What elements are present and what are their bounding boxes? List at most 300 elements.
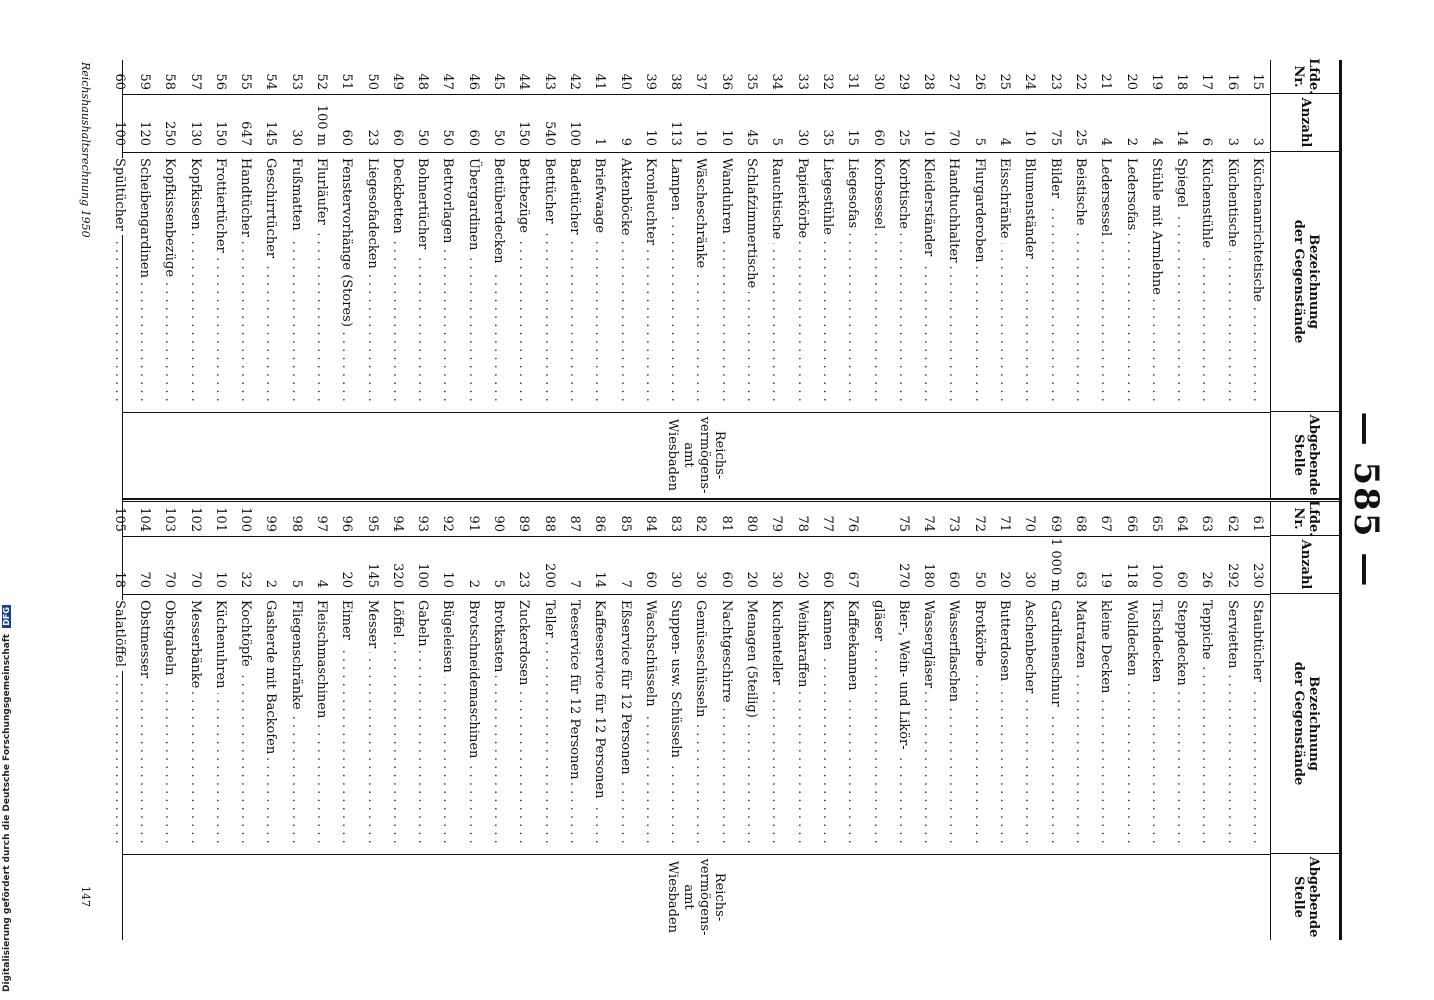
row-number: 69 [1047,515,1063,532]
row-item-name: Lampen [668,158,683,215]
row-number: 53 [288,73,304,90]
row-item-name: Servietten [1225,600,1240,673]
row-number: 42 [566,73,582,90]
row-item-name-cell [157,600,182,848]
row-number: 68 [1072,515,1088,532]
row-item-name: Suppen- usw. Schüsseln [668,600,683,762]
row-item-name-cell [1245,600,1270,848]
row-item-name-cell [966,158,991,406]
row-quantity: 1 [592,137,608,146]
row-quantity: 45 [744,129,760,146]
row-item-name-cell [789,600,814,848]
row-item-name-cell [385,158,410,406]
row-number: 48 [415,73,431,90]
row-item-name: Wanduhren [719,158,734,238]
row-item-name-cell [663,158,688,406]
row-number: 46 [465,73,481,90]
table-left-half [111,58,1342,498]
row-item-name-cell [562,600,587,848]
row-quantity: 100 [1148,563,1164,588]
row-item-name: Fenstervorhänge (Stores) [339,158,354,331]
row-number: 56 [212,73,228,90]
row-quantity: 4 [1098,137,1114,146]
row-item-name: Stühle mit Armlehne [1149,158,1164,299]
row-quantity: 100 [566,121,582,146]
row-number: 37 [693,73,709,90]
row-item-name: Waschschüsseln [643,600,658,711]
row-quantity: 10 [212,571,228,588]
row-number: 97 [314,515,330,532]
row-number: 92 [440,515,456,532]
row-quantity: 50 [415,129,431,146]
row-item-name: Teppiche [1199,600,1214,664]
row-item-name: Wassergläser [921,600,936,692]
row-item-name-cell [966,600,991,848]
row-quantity: 19 [1098,571,1114,588]
header-nr: Lfde. Nr. [1271,502,1339,536]
row-item-name-cell [461,158,486,406]
row-item-name: Obstgabeln [162,600,177,680]
row-item-name: Kuchenteller [769,600,784,689]
row-quantity: 3 [1224,137,1240,146]
row-item-name: Eßservice für 12 Personen [618,600,633,779]
row-quantity: 60 [642,571,658,588]
row-item-name: Scheibengardinen [137,158,152,282]
row-number: 70 [1022,515,1038,532]
row-number: 105 [111,507,127,532]
row-number: 16 [1224,73,1240,90]
row-item-name-cell [233,158,258,406]
row-item-name: Blumenständer [1022,158,1037,263]
row-number: 25 [997,73,1013,90]
row-item-name-cell [1093,158,1118,406]
row-item-name-cell [941,600,966,848]
row-number: 43 [541,73,557,90]
row-item-name-cell [1245,158,1270,406]
row-quantity: 30 [1022,571,1038,588]
row-number: 44 [516,73,532,90]
row-item-name-cell [106,158,131,406]
row-quantity: 14 [1174,129,1190,146]
row-number: 26 [971,73,987,90]
row-item-name-cell [612,158,637,406]
row-item-name: Teller [542,600,557,642]
row-item-name-cell [1169,158,1194,406]
row-item-name-cell [992,600,1017,848]
header-bezeichnung: Bezeichnung der Gegenstände [1271,594,1339,854]
row-item-name-cell [511,158,536,406]
row-item-name: Aktenböcke [618,158,633,240]
row-quantity: 60 [1174,571,1190,588]
row-item-name: Küchentische [1225,158,1240,251]
row-item-name: Spültücher [112,158,127,235]
row-quantity: 145 [364,563,380,588]
row-number: 39 [642,73,658,90]
row-quantity: 70 [946,129,962,146]
row-quantity: 5 [769,137,785,146]
row-item-name-cell [132,158,157,406]
row-number: 54 [263,73,279,90]
row-quantity: 100 m [314,104,330,146]
row-item-name: Liegesofas [845,158,860,232]
row-item-name-cell [638,158,663,406]
row-item-name: Kopfkissen [188,158,203,234]
row-number: 28 [921,73,937,90]
row-item-name-cell [916,158,941,406]
row-item-name-cell [1042,600,1067,848]
stelle-text-right: Reichs- vermögens- amt Wiesbaden [665,858,728,936]
header-bezeichnung: Bezeichnung der Gegenstände [1271,152,1339,412]
row-item-name-cell [157,158,182,406]
row-item-name-cell [182,158,207,406]
row-quantity: 60 [946,571,962,588]
row-item-name: Briefwaage [592,158,607,237]
row-item-name: Weinkaraffen [795,600,810,691]
sidenote-text: Digitalisierung gefördert durch die Deutsche Forschungsgemeinschaft [2,633,12,992]
row-quantity: 145 [263,121,279,146]
row-quantity: 10 [1022,129,1038,146]
row-number: 61 [1250,515,1265,532]
row-item-name: Salatlöffel [112,600,127,671]
row-item-name: Wasserflaschen [946,600,961,706]
row-item-name: Menagen (5teilig) [744,600,759,722]
row-number: 50 [364,73,380,90]
row-number: 21 [1098,73,1114,90]
row-item-name: Gemüseschüsseln [693,600,708,721]
row-item-name: Zuckerdosen [516,600,531,689]
row-number: 45 [491,73,507,90]
row-number: 88 [541,515,557,532]
row-number: 64 [1174,515,1190,532]
row-number: 47 [440,73,456,90]
row-quantity: 23 [516,571,532,588]
row-item-name: Wolldecken [1124,600,1139,680]
row-quantity: 230 [1250,563,1265,588]
row-item-name: Fleischmaschinen [314,600,329,722]
row-number: 100 [238,507,254,532]
row-item-name-cell [536,158,561,406]
row-quantity: 20 [997,571,1013,588]
row-quantity: 270 [895,563,911,588]
table-header-right [1270,502,1339,940]
row-item-name-cell [688,600,713,848]
row-quantity: 2 [465,579,481,588]
row-quantity: 30 [794,129,810,146]
row-item-name-cell [840,158,865,406]
row-item-name-cell [587,600,612,848]
row-item-name-cell [334,600,359,848]
row-number: 96 [339,515,355,532]
row-item-name: Kopfkissenbezüge [162,158,177,281]
row-item-name: Badetücher [567,158,582,238]
row-quantity: 35 [819,129,835,146]
row-item-name: Matratzen [1073,600,1088,672]
inventory-table [111,58,1342,940]
row-item-name-cell [739,158,764,406]
row-item-name: Eisschränke [997,158,1012,243]
row-number: 52 [314,73,330,90]
row-number: 49 [389,73,405,90]
row-item-name-cell [486,158,511,406]
row-quantity: 7 [617,579,633,588]
row-item-name: gläser [871,600,886,645]
row-number: 66 [1123,515,1139,532]
row-item-name-cell [334,158,359,406]
row-quantity: 70 [162,571,178,588]
header-stelle: Abgebende Stelle [1291,856,1321,938]
row-item-name-cell [309,158,334,406]
row-item-name: Bügeleisen [441,600,456,677]
row-quantity: 60 [870,129,886,146]
row-quantity: 32 [238,571,254,588]
row-number: 33 [794,73,810,90]
row-number: 59 [136,73,152,90]
row-item-name-cell [1194,158,1219,406]
row-quantity: 67 [845,571,861,588]
row-quantity: 14 [592,571,608,588]
row-item-name-cell [309,600,334,848]
row-item-name: Gabeln [415,600,430,651]
row-number: 36 [718,73,734,90]
header-stelle: Abgebende Stelle [1291,414,1321,496]
row-quantity: 18 [111,571,127,588]
row-quantity: 1 000 m [1047,538,1063,592]
row-item-name-cell [789,158,814,406]
table-right-half [111,500,1342,940]
row-item-name-cell [840,600,865,848]
row-item-name-cell [536,600,561,848]
row-item-name-cell [638,600,663,848]
row-quantity: 30 [288,129,304,146]
row-item-name: Gasherde mit Backofen [263,600,278,758]
row-number: 86 [592,515,608,532]
row-item-name-cell [435,600,460,848]
row-item-name-cell [739,600,764,848]
header-nr: Lfde. Nr. [1271,60,1339,94]
row-quantity: 60 [819,571,835,588]
row-quantity: 6 [1199,137,1215,146]
row-item-name: Liegestühle [820,158,835,239]
row-number: 40 [617,73,633,90]
row-quantity: 60 [389,129,405,146]
row-item-name: Messer [365,600,380,652]
row-item-name-cell [941,158,966,406]
row-number: 76 [845,515,861,532]
row-item-name-cell [1017,158,1042,406]
row-item-name-cell [815,158,840,406]
row-number: 34 [769,73,785,90]
row-item-name-cell [1017,600,1042,848]
row-item-name-cell [1118,600,1143,848]
row-item-name: Bohnertücher [415,158,430,253]
page-number: — 585 — [1346,411,1386,589]
row-item-name-cell [359,158,384,406]
row-item-name: Bettbezüge [516,158,531,237]
footer-publication: Reichshaushaltsrechnung 1950 [79,62,92,238]
row-number: 57 [187,73,203,90]
row-number: 24 [1022,73,1038,90]
row-quantity: 26 [1199,571,1215,588]
row-item-name-cell [992,158,1017,406]
row-number: 51 [339,73,355,90]
row-item-name-cell [865,158,890,406]
row-item-name-cell [815,600,840,848]
row-item-name-cell [587,158,612,406]
row-item-name: Eimer [339,600,354,644]
row-item-name: Obstmesser [137,600,152,682]
row-number: 23 [1047,73,1063,90]
row-item-name: Küchenuhren [213,600,228,693]
row-quantity: 7 [566,579,582,588]
row-item-name: Kochtöpfe [238,600,253,671]
row-item-name-cell [1144,158,1169,406]
row-quantity: 9 [617,137,633,146]
row-item-name-cell [435,158,460,406]
row-quantity: 25 [1072,129,1088,146]
row-number: 74 [921,515,937,532]
row-item-name-cell [764,600,789,848]
row-item-name: Handtücher [238,158,253,241]
row-quantity: 4 [1148,137,1164,146]
row-quantity: 120 [136,121,152,146]
row-item-name-cell [1093,600,1118,848]
row-number: 29 [895,73,911,90]
row-item-name-cell [865,600,890,848]
row-number: 75 [895,515,911,532]
row-number: 30 [870,73,886,90]
row-item-name: Korbsessel [871,158,886,233]
stelle-cell-right [122,854,1270,940]
row-number: 99 [263,515,279,532]
row-number: 72 [971,515,987,532]
row-number: 65 [1148,515,1164,532]
row-quantity: 200 [541,563,557,588]
row-item-name: Spiegel [1174,158,1189,211]
row-number: 83 [668,515,684,532]
row-quantity: 118 [1123,563,1139,588]
row-quantity: 10 [921,129,937,146]
row-quantity: 100 [111,121,127,146]
row-number: 73 [946,515,962,532]
row-quantity: 70 [136,571,152,588]
row-quantity: 250 [162,121,178,146]
row-number: 18 [1174,73,1190,90]
row-item-name-cell [1118,158,1143,406]
row-item-name: Tischdecken [1149,600,1164,686]
row-item-name: Flurgarderoben [972,158,987,267]
row-quantity: 15 [845,129,861,146]
row-quantity: 130 [187,121,203,146]
row-number: 78 [794,515,810,532]
row-item-name-cell [916,600,941,848]
row-item-name: Bier-, Wein- und Likör- [896,600,911,754]
row-item-name: Kleiderständer [921,158,936,260]
row-item-name-cell [1194,600,1219,848]
row-quantity: 20 [339,571,355,588]
row-quantity: 5 [491,579,507,588]
row-item-name: Flurläufer [314,158,329,229]
row-number: 102 [187,507,203,532]
row-item-name: Frottiertücher [213,158,228,257]
dfg-sidenote [2,605,12,992]
row-item-name-cell [891,158,916,406]
row-item-name-cell [132,600,157,848]
row-number: 60 [111,73,127,90]
row-item-name: Handtuchhalter [946,158,961,266]
row-item-name-cell [385,600,410,848]
row-number: 41 [592,73,608,90]
row-number: 22 [1072,73,1088,90]
row-item-name-cell [1042,158,1067,406]
row-quantity: 60 [718,571,734,588]
row-item-name: Brotschneidemaschinen [466,600,481,762]
row-item-name-cell [1068,158,1093,406]
row-item-name: Teeservice für 12 Personen [567,600,582,783]
row-quantity: 320 [389,563,405,588]
row-quantity: 4 [314,579,330,588]
row-item-name-cell [612,600,637,848]
row-number: 31 [845,73,861,90]
row-quantity: 150 [516,121,532,146]
row-item-name: Löffel [390,600,405,642]
row-number: 67 [1098,515,1114,532]
row-number: 17 [1199,73,1215,90]
row-quantity: 63 [1072,571,1088,588]
row-number: 91 [465,515,481,532]
row-item-name-cell [258,600,283,848]
row-number: 15 [1250,73,1265,90]
row-number: 101 [212,507,228,532]
row-item-name-cell [663,600,688,848]
row-item-name: Kannen [820,600,835,654]
row-number: 20 [1123,73,1139,90]
row-quantity: 25 [895,129,911,146]
row-item-name: Messerbänke [188,600,203,692]
row-item-name: Bettvorlagen [441,158,456,247]
row-number: 19 [1148,73,1164,90]
row-item-name-cell [764,158,789,406]
row-item-name: Gardinenschnur [1048,600,1063,711]
row-item-name: Korbtische [896,158,911,233]
row-item-name: Bettücher [542,158,557,228]
row-item-name-cell [233,600,258,848]
row-quantity: 70 [187,571,203,588]
row-item-name-cell [283,158,308,406]
footer-page-ref: 147 [79,886,92,907]
row-number: 35 [744,73,760,90]
row-number: 104 [136,507,152,532]
row-item-name: Bettüberdecken [491,158,506,268]
row-number: 27 [946,73,962,90]
row-item-name: kleine Decken [1098,600,1113,697]
row-item-name-cell [1144,600,1169,848]
row-item-name: Aschenbecher [1022,600,1037,697]
row-item-name: Übergardinen [466,158,481,254]
row-item-name: Kaffeeservice für 12 Personen [592,600,607,803]
row-quantity: 50 [491,129,507,146]
row-number: 84 [642,515,658,532]
row-number: 32 [819,73,835,90]
row-number: 95 [364,515,380,532]
row-number: 62 [1224,515,1240,532]
row-item-name: Rauchtische [769,158,784,243]
row-item-name: Papierkörbe [795,158,810,242]
row-quantity: 180 [921,563,937,588]
row-item-name: Wäscheschränke [693,158,708,272]
row-item-name: Küchenstühle [1199,158,1214,252]
row-number: 87 [566,515,582,532]
row-item-name: Küchenanrichtetische [1250,158,1265,306]
